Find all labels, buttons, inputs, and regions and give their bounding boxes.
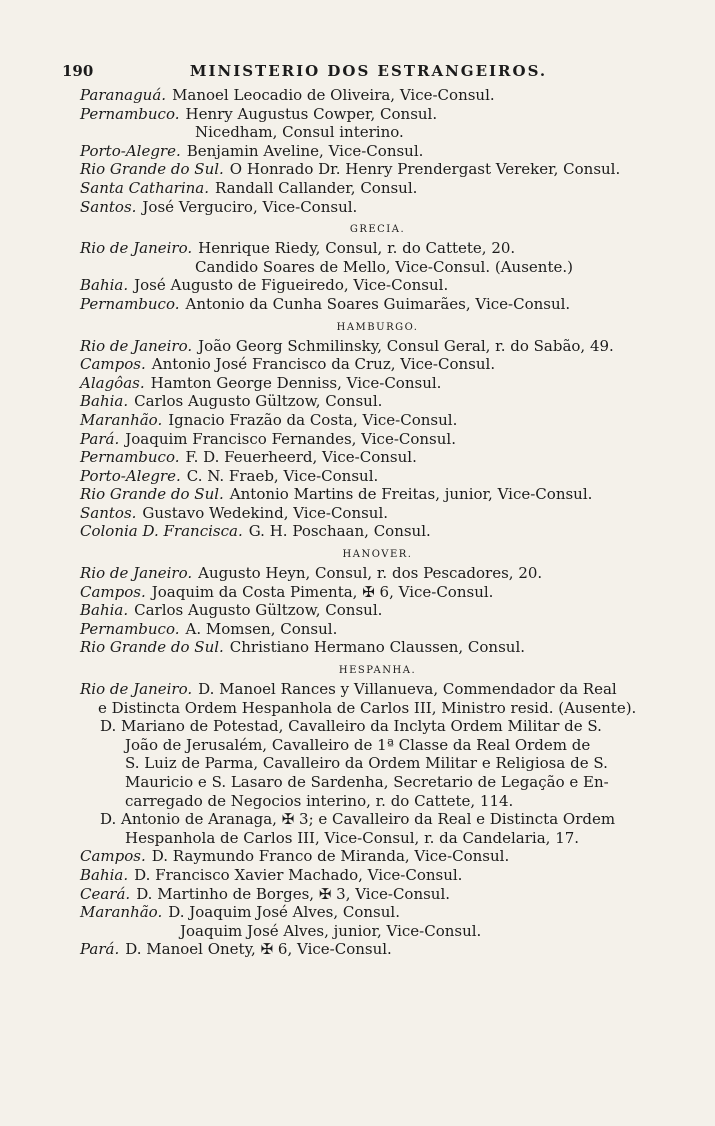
list-item: Pernambuco. F. D. Feuerheerd, Vice-Consul. [80, 448, 417, 467]
list-item: Joaquim José Alves, junior, Vice-Consul. [180, 921, 482, 940]
list-item: Porto-Alegre. C. N. Fraeb, Vice-Consul. [80, 466, 379, 485]
list-item: Campos. Antonio José Francisco da Cruz, Vice-Consul. [80, 355, 496, 374]
list-item: Rio Grande do Sul. Christiano Hermano Claussen, Consul. [80, 638, 526, 657]
list-item: Rio de Janeiro. João Georg Schmilinsky, Consul Geral, r. do Sabão, 49. [80, 336, 614, 355]
list-item: Porto-Alegre. Benjamin Aveline, Vice-Consul. [80, 141, 424, 160]
page-header [62, 62, 675, 80]
list-item: Campos. Joaquim da Costa Pimenta, ✠ 6, Vice-Consul. [80, 582, 494, 601]
list-item: Alagôas. Hamton George Denniss, Vice-Consul. [80, 373, 442, 392]
section-previous-continued [80, 86, 675, 216]
section-heading: HANOVER. [342, 549, 413, 561]
list-item-continued: João de Jerusalém, Cavalleiro de 1ª Classe da Real Ordem de [125, 735, 591, 754]
list-item: Maranhão. D. Joaquim José Alves, Consul. [80, 903, 400, 922]
list-item: D. Antonio de Aranaga, ✠ 3; e Cavalleiro da Real e Distincta Ordem [100, 810, 616, 829]
list-item-continued: Mauricio e S. Lasaro de Sardenha, Secretario de Legação e En- [125, 773, 609, 791]
section-hamburgo [80, 322, 675, 542]
list-item: Bahia. Carlos Augusto Gültzow, Consul. [80, 392, 383, 411]
list-item: Pará. D. Manoel Onety, ✠ 6, Vice-Consul. [80, 940, 392, 959]
list-item: Rio de Janeiro. D. Manoel Rances y Villanueva, Commendador da Real [80, 680, 617, 699]
list-item: Campos. D. Raymundo Franco de Miranda, Vice-Consul. [80, 847, 510, 866]
list-item: Candido Soares de Mello, Vice-Consul. (Ausente.) [195, 257, 573, 276]
section-heading: HAMBURGO. [336, 321, 419, 333]
list-item: Pará. Joaquim Francisco Fernandes, Vice-Consul. [80, 429, 456, 448]
list-item-continued: carregado de Negocios interino, r. do Cattete, 114. [125, 791, 514, 810]
section-hespanha [80, 665, 675, 959]
list-item: Maranhão. Ignacio Frazão da Costa, Vice-Consul. [80, 410, 458, 429]
list-item: D. Mariano de Potestad, Cavalleiro da Inclyta Ordem Militar de S. [100, 717, 602, 736]
list-item: Bahia. José Augusto de Figueiredo, Vice-Consul. [80, 276, 449, 295]
running-head: MINISTERIO DOS ESTRANGEIROS. [189, 62, 548, 80]
list-item-continued: e Distincta Ordem Hespanhola de Carlos III, Ministro resid. (Ausente). [98, 698, 637, 717]
section-heading: HESPANHA. [338, 665, 417, 677]
list-item: Bahia. D. Francisco Xavier Machado, Vice-Consul. [80, 865, 463, 884]
list-item: Rio de Janeiro. Augusto Heyn, Consul, r. dos Pescadores, 20. [80, 564, 543, 583]
list-item: Rio de Janeiro. Henrique Riedy, Consul, r. do Cattete, 20. [80, 239, 516, 258]
section-grecia [80, 224, 675, 313]
list-item: Paranaguá. Manoel Leocadio de Oliveira, Vice-Consul. [80, 86, 495, 104]
list-item: Bahia. Carlos Augusto Gültzow, Consul. [80, 601, 383, 620]
list-item: Pernambuco. Antonio da Cunha Soares Guimarães, Vice-Consul. [80, 294, 571, 313]
list-item: Pernambuco. A. Momsen, Consul. [80, 619, 338, 638]
list-item: Ceará. D. Martinho de Borges, ✠ 3, Vice-Consul. [80, 884, 451, 903]
list-item-continued: Hespanhola de Carlos III, Vice-Consul, r. da Candelaria, 17. [125, 828, 580, 847]
page-number: 190 [62, 62, 94, 80]
list-item-continued: S. Luiz de Parma, Cavalleiro da Ordem Militar e Religiosa de S. [125, 754, 608, 773]
list-item: Colonia D. Francisca. G. H. Poschaan, Consul. [80, 522, 431, 541]
list-item: Rio Grande do Sul. Antonio Martins de Freitas, junior, Vice-Consul. [80, 485, 593, 504]
list-item: Santos. Gustavo Wedekind, Vice-Consul. [80, 503, 389, 522]
list-item: Nicedham, Consul interino. [195, 123, 404, 142]
list-item: Pernambuco. Henry Augustus Cowper, Consul. [80, 104, 438, 123]
list-item: Santos. José Verguciro, Vice-Consul. [80, 197, 358, 216]
section-heading: GRECIA. [349, 224, 406, 236]
list-item: Rio Grande do Sul. O Honrado Dr. Henry Prendergast Vereker, Consul. [80, 160, 621, 179]
section-hanover [80, 549, 675, 657]
list-item: Santa Catharina. Randall Callander, Consul. [80, 178, 418, 197]
